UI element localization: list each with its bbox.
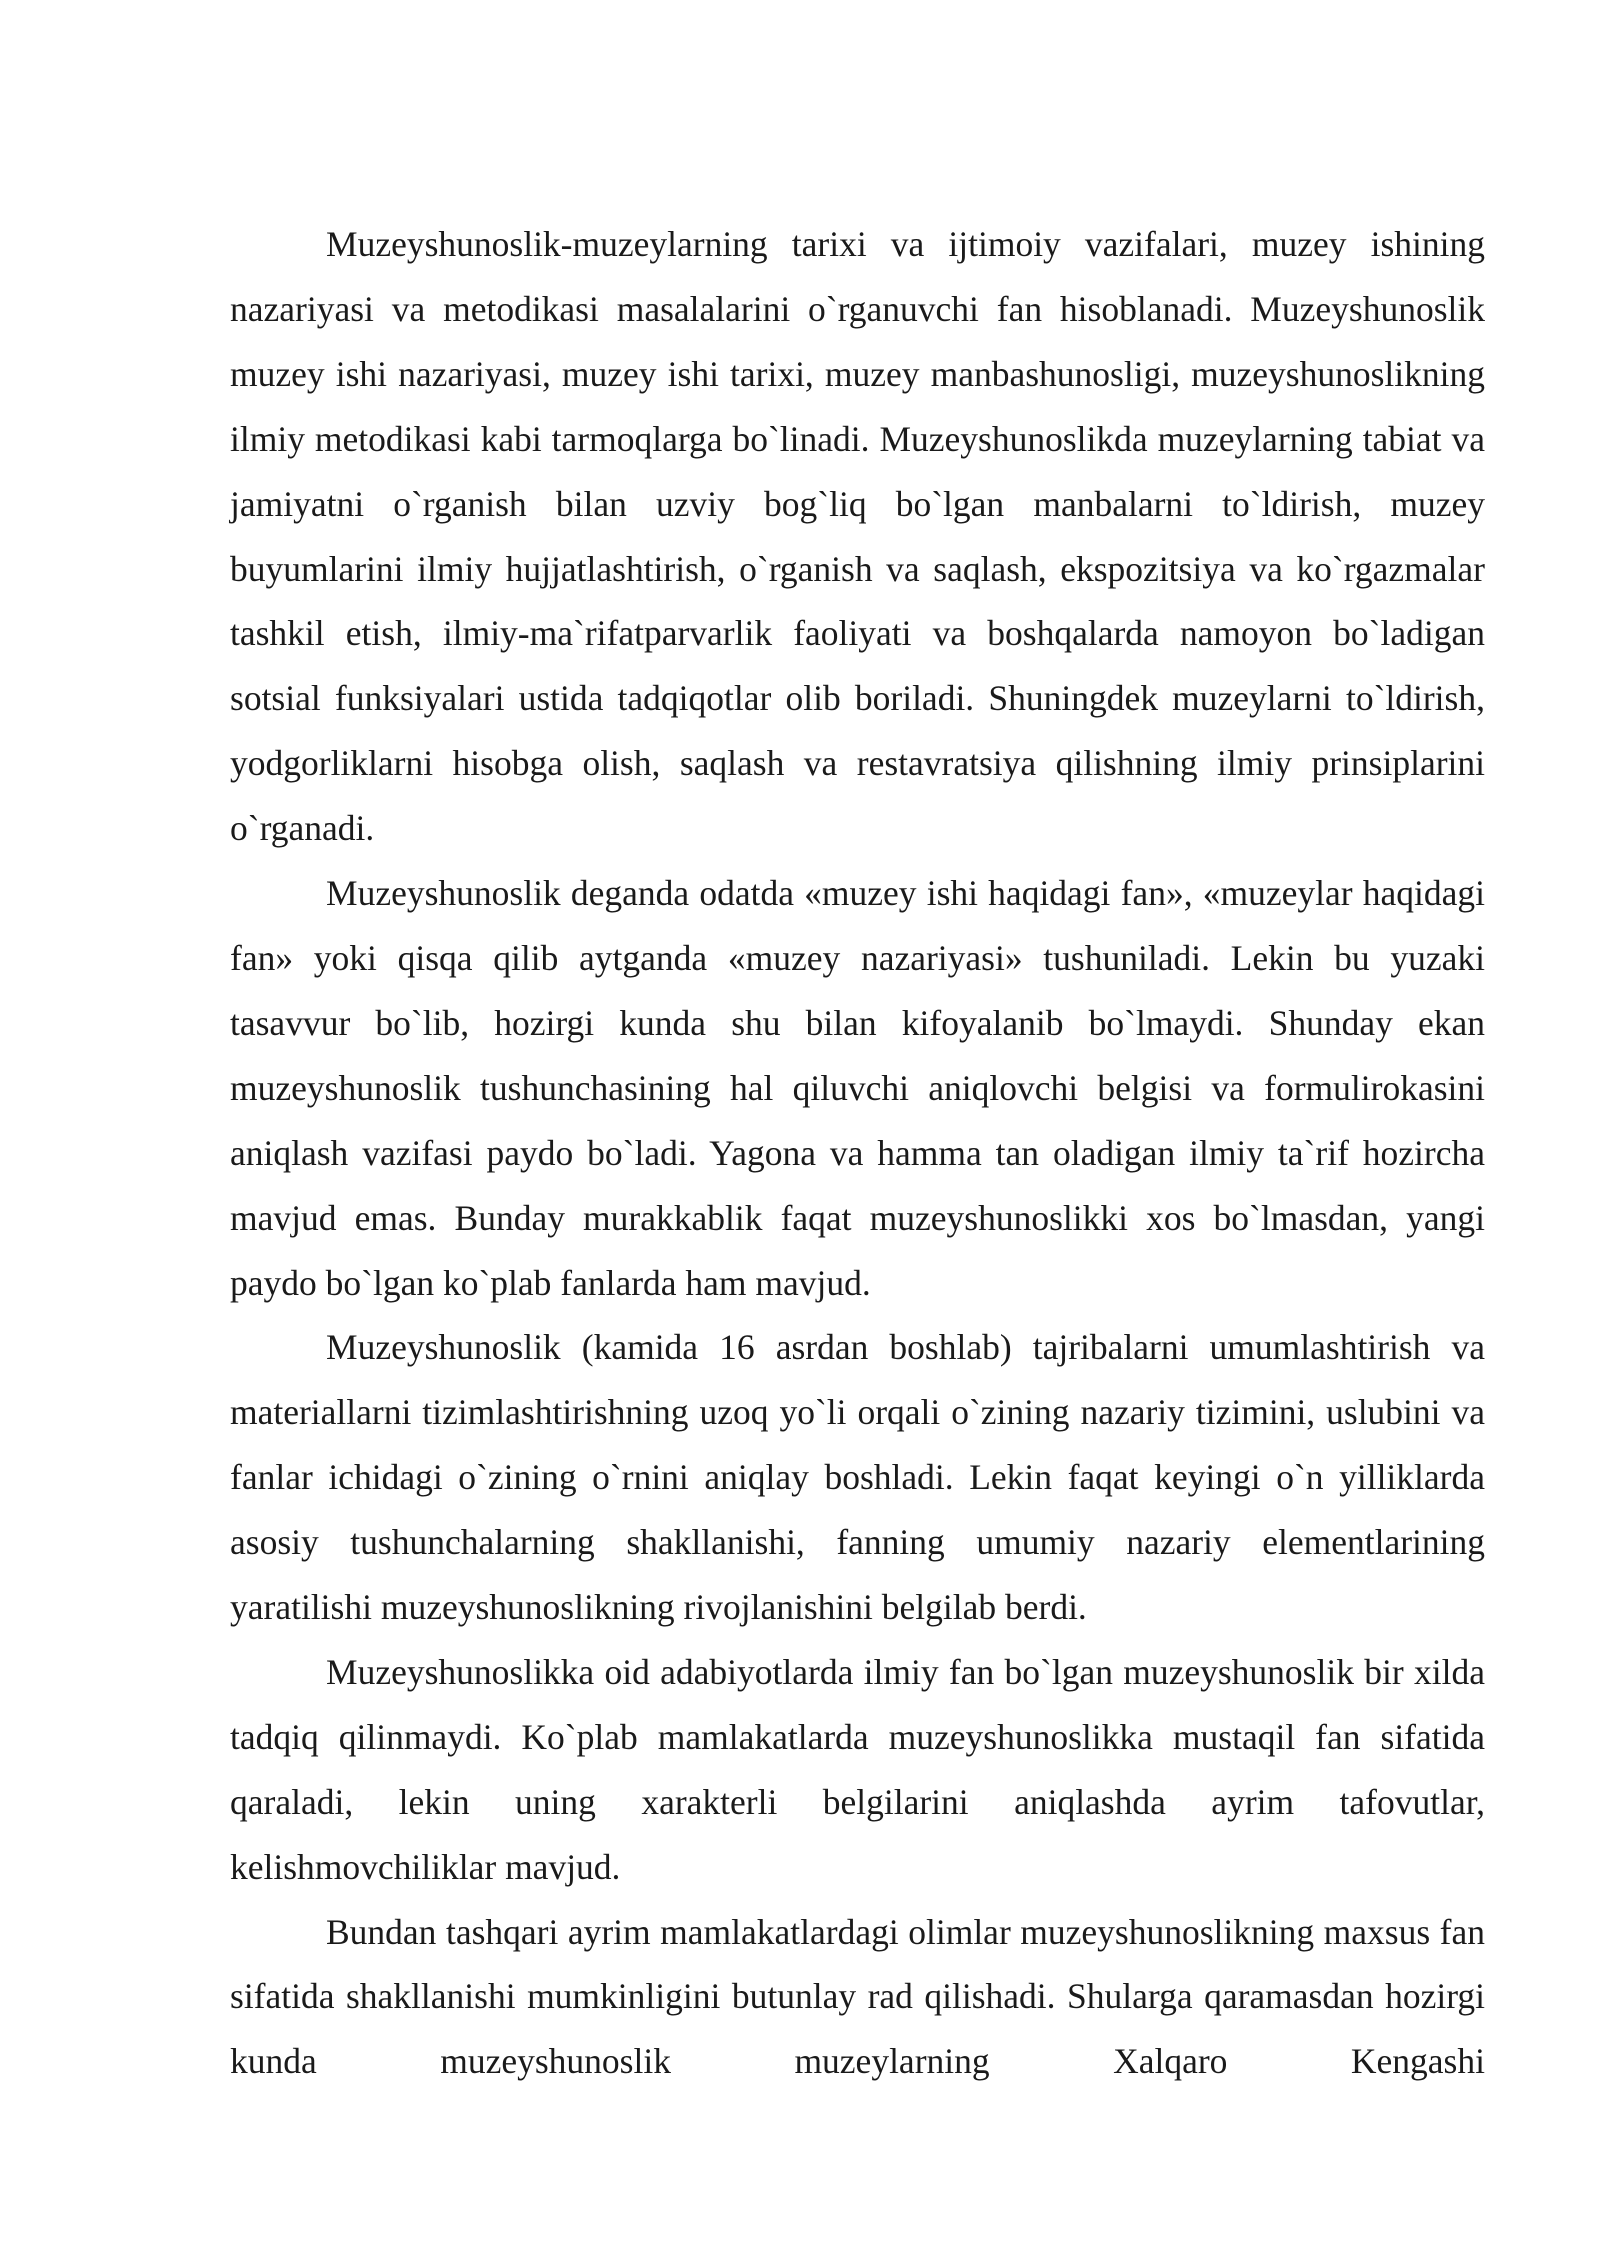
paragraph-1: Muzeyshunoslik-muzeylarning tarixi va ijtimoiy vazifalari, muzey ishining nazariyasi va metodikasi masalalarini o`rganuvchi fan hisoblanadi. Muzeyshunoslik muzey ishi nazariyasi, muzey ishi tarixi, muzey manbashunosligi, muzeyshunoslikning ilmiy metodikasi kabi tarmoqlarga bo`linadi. Muzeyshunoslikda muzeylarning tabiat va jamiyatni o`rganish bilan uzviy bog`liq bo`lgan manbalarni to`ldirish, muzey buyumlarini ilmiy hujjatlashtirish, o`rganish va saqlash, ekspozitsiya va ko`rgazmalar tashkil etish, ilmiy-ma`rifatparvarlik faoliyati va boshqalarda namoyon bo`ladigan sotsial funksiyalari ustida tadqiqotlar olib boriladi. Shuningdek muzeylarni to`ldirish, yodgorliklarni hisobga olish, saqlash va restavratsiya qilishning ilmiy prinsiplarini o`rganadi. [230, 224, 1485, 849]
paragraph-4: Muzeyshunoslikka oid adabiyotlarda ilmiy fan bo`lgan muzeyshunoslik bir xilda tadqiq qilinmaydi. Ko`plab mamlakatlarda muzeyshunoslikka mustaqil fan sifatida qaraladi, lekin uning xarakterli belgilarini aniqlashda ayrim tafovutlar, kelishmovchiliklar mavjud. [230, 1651, 1485, 1887]
paragraph-5: Bundan tashqari ayrim mamlakatlardagi olimlar muzeyshunoslikning maxsus fan sifatida shakllanishi mumkinligini butunlay rad qilishadi. Shularga qaramasdan hozirgi kunda muzeyshunoslik muzeylarning Xalqaro Kengashi [230, 1911, 1485, 2082]
paragraph-3: Muzeyshunoslik (kamida 16 asrdan boshlab) tajribalarni umumlashtirish va materiallarni tizimlashtirishning uzoq yo`li orqali o`zining nazariy tizimini, uslubini va fanlar ichidagi o`zining o`rnini aniqlay boshladi. Lekin faqat keyingi o`n yilliklarda asosiy tushunchalarning shakllanishi, fanning umumiy nazariy elementlarining yaratilishi muzeyshunoslikning rivojlanishini belgilab berdi. [230, 1327, 1485, 1628]
paragraph-2: Muzeyshunoslik deganda odatda «muzey ishi haqidagi fan», «muzeylar haqidagi fan» yoki qisqa qilib aytganda «muzey nazariyasi» tushuniladi. Lekin bu yuzaki tasavvur bo`lib, hozirgi kunda shu bilan kifoyalanib bo`lmaydi. Shunday ekan muzeyshunoslik tushunchasining hal qiluvchi aniqlovchi belgisi va formulirokasini aniqlash vazifasi paydo bo`ladi. Yagona va hamma tan oladigan ilmiy ta`rif hozircha mavjud emas. Bunday murakkablik faqat muzeyshunoslikki xos bo`lmasdan, yangi paydo bo`lgan ko`plab fanlarda ham mavjud. [230, 873, 1485, 1303]
document-body [230, 212, 1485, 2094]
